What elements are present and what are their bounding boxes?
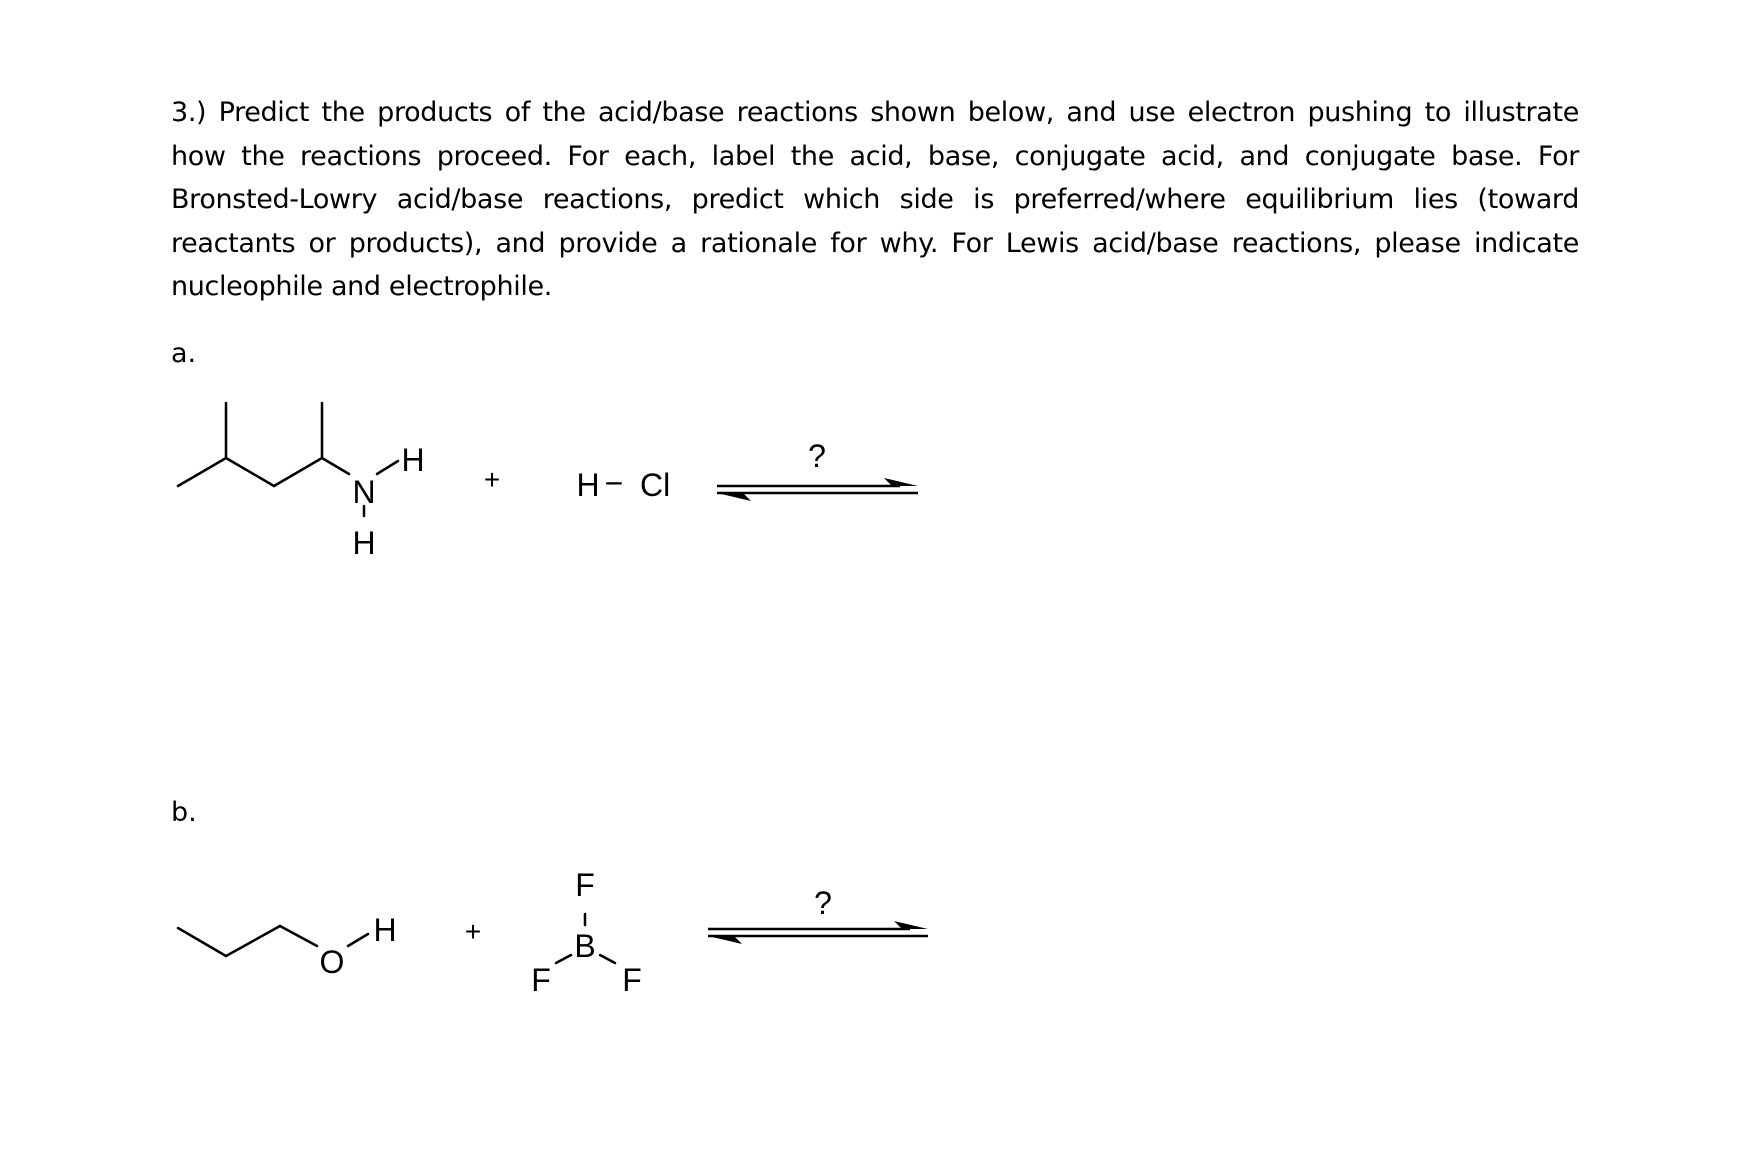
plus-sign-a: + (483, 464, 501, 495)
part-a-label: a. (171, 338, 197, 369)
bond-b-f-left (556, 955, 571, 963)
bf3-structure (531, 867, 642, 998)
bond-c3-o (280, 926, 317, 946)
amine-n-atom: N (352, 474, 376, 510)
bond-n-h-top (377, 461, 398, 474)
bf3-b-atom: B (574, 928, 596, 964)
reaction-b (178, 867, 928, 998)
arrow-label-a: ? (808, 438, 826, 474)
bond-b-f-right (600, 955, 615, 963)
bond-c3-c4 (274, 458, 322, 486)
part-b-label: b. (171, 797, 197, 828)
question-text: 3.) Predict the products of the acid/base reactions shown below, and use electron pushing to illustrate how the reactions proceed. For each, label the acid, base, conjugate acid, and conjugate base. For Bronsted-Lowry acid/base reactions, predict which side is preferred/where equilibrium lies (toward reactants or products), and provide a rationale for why. For Lewis acid/base reactions, please indicate nucleophile and electrophile. (171, 97, 1579, 302)
hcl-structure (576, 465, 670, 503)
bond-c2-c3-b (226, 926, 280, 956)
amine-h-top: H (401, 442, 425, 478)
bond-c2-c3 (226, 458, 274, 486)
plus-sign-b: + (464, 916, 482, 947)
equilibrium-arrow-b (708, 921, 928, 944)
bf3-f-top: F (575, 867, 595, 903)
bond-o-h (348, 934, 368, 946)
bf3-f-right: F (622, 962, 642, 998)
alcohol-o-atom: O (319, 944, 345, 980)
hcl-h-atom: H (576, 467, 600, 503)
hcl-cl-atom: Cl (640, 467, 671, 503)
equilibrium-arrow-a (717, 478, 918, 501)
bf3-f-left: F (531, 962, 551, 998)
reaction-a (178, 403, 918, 561)
bond-c4-n (322, 458, 349, 474)
arrow-label-b: ? (814, 885, 832, 921)
bond-c1-c2-b (178, 928, 226, 956)
bond-c1-c2 (178, 458, 226, 486)
amine-h-bottom: H (352, 525, 376, 561)
hcl-bond: − (604, 465, 624, 501)
alcohol-h-atom: H (373, 912, 397, 948)
